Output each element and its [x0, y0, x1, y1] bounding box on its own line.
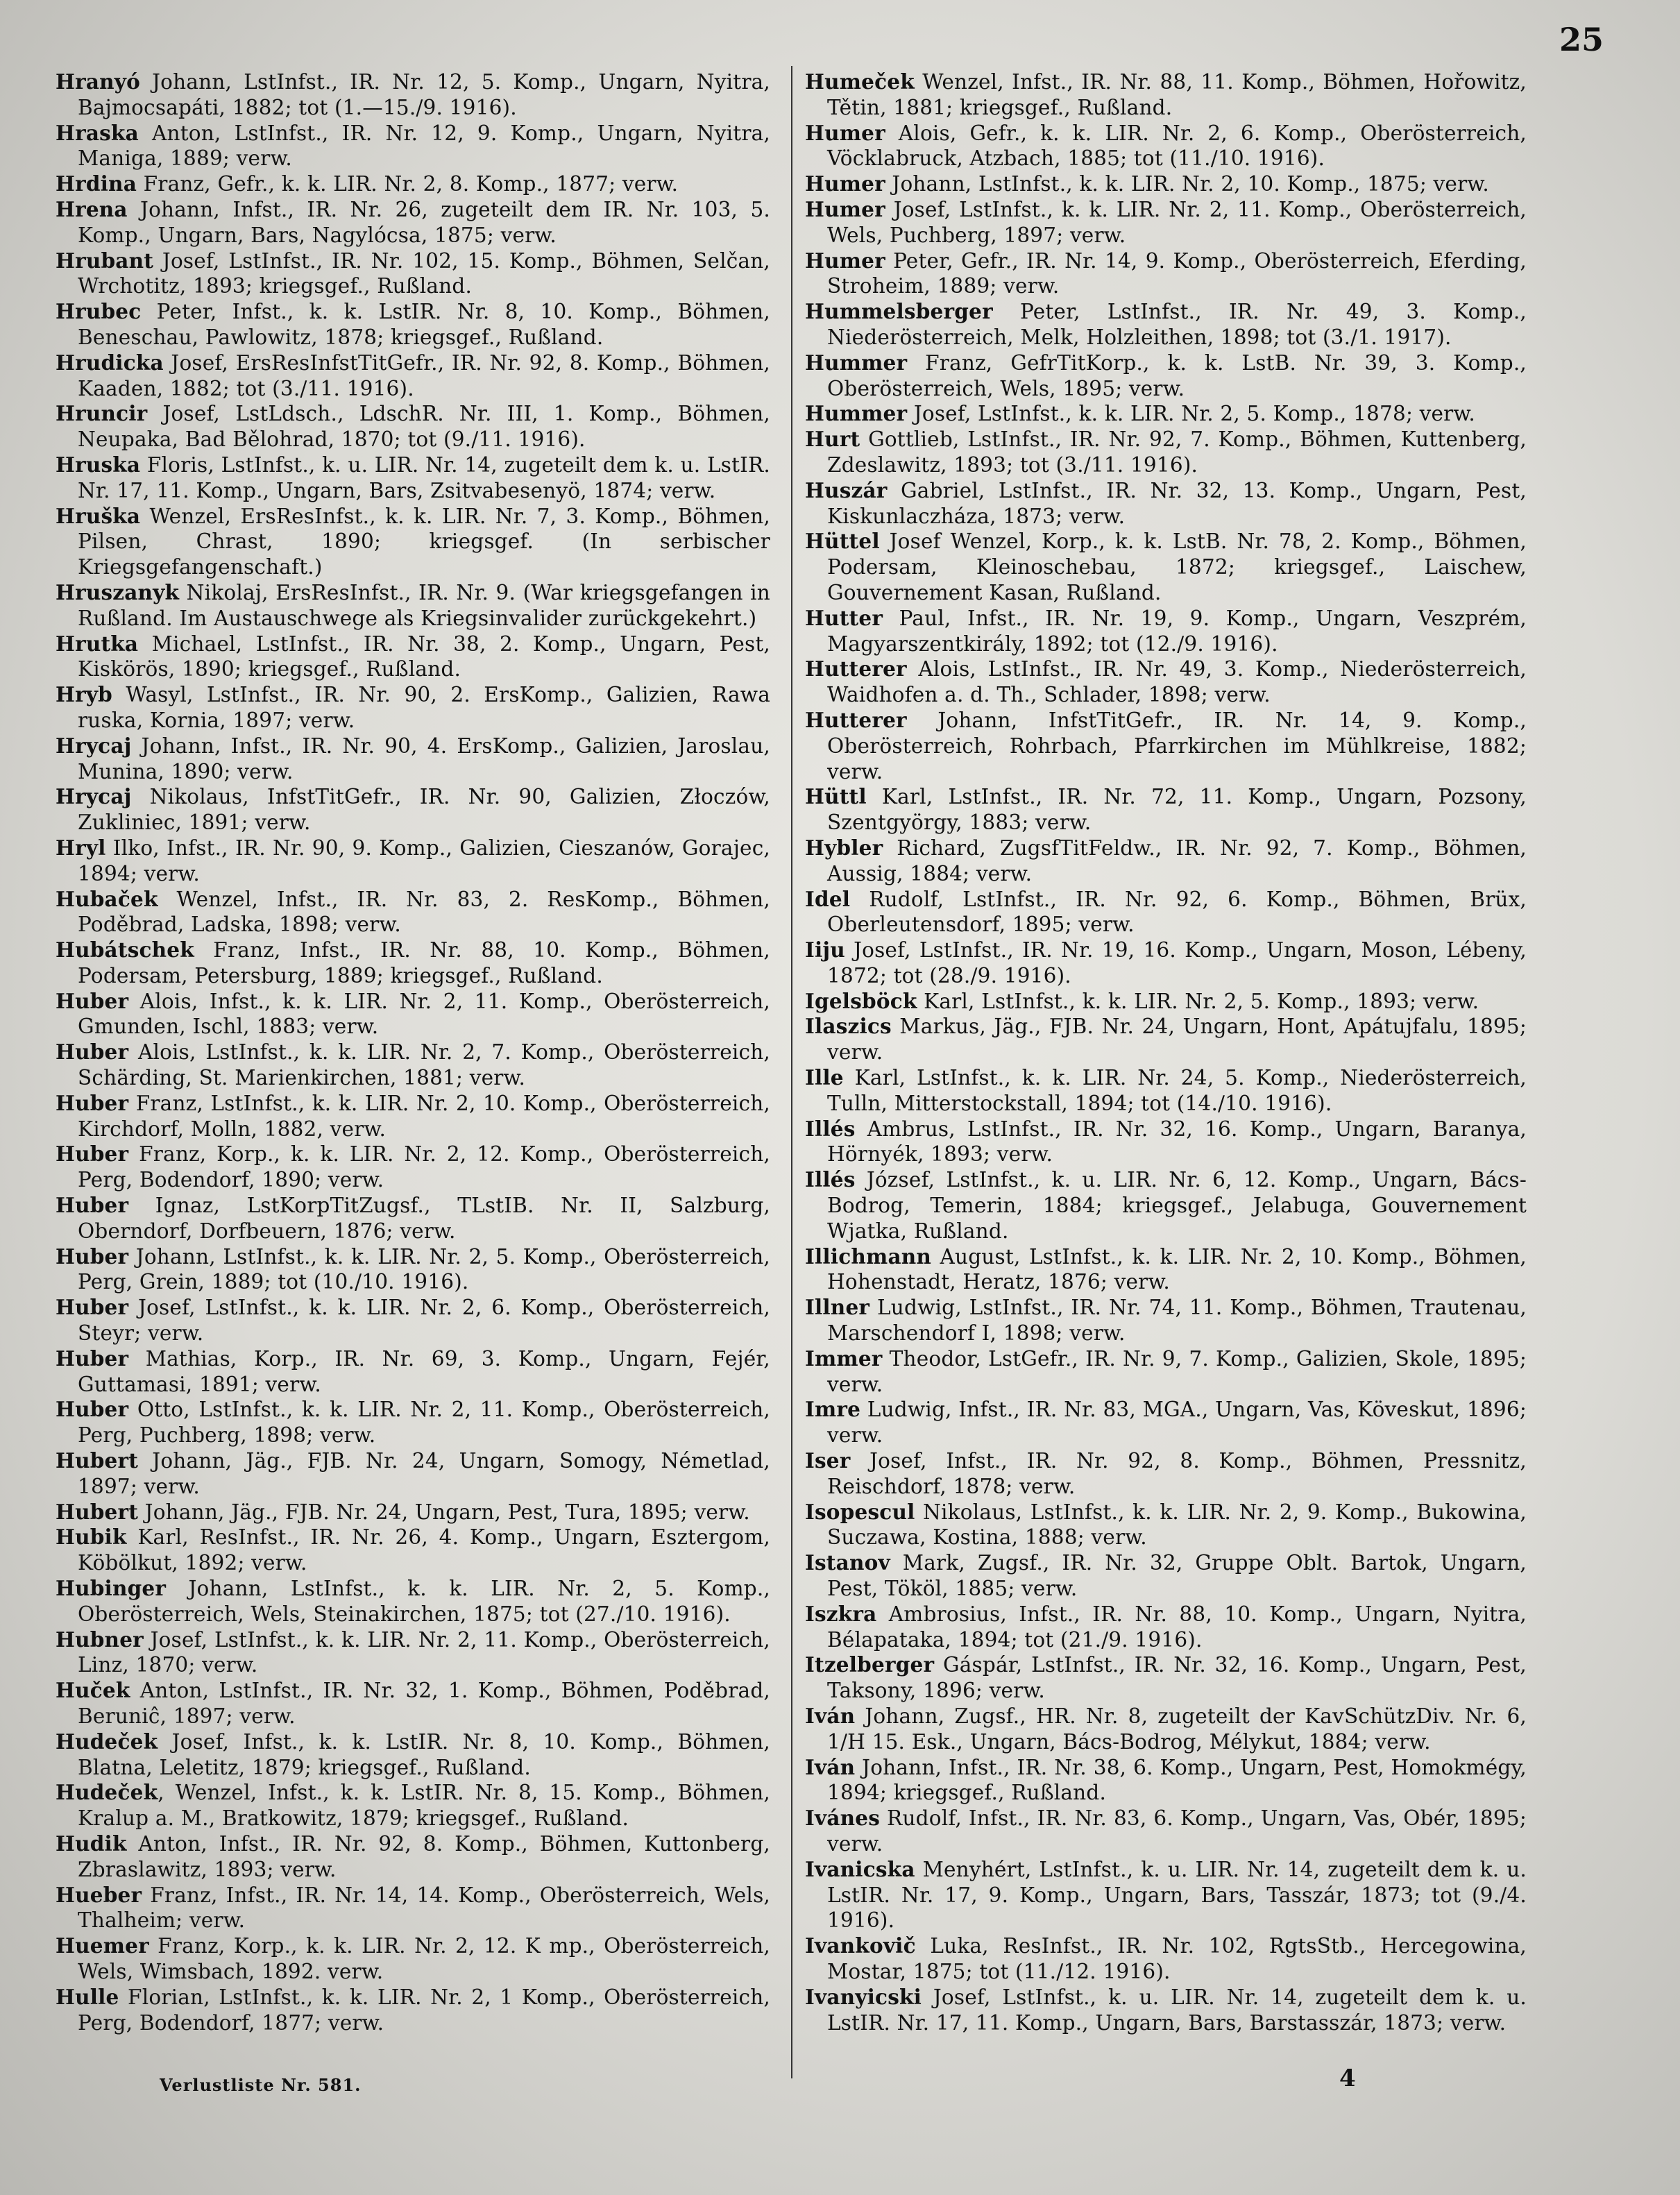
entry-surname: Hrutka [56, 631, 139, 656]
entry-details: Franz, Korp., k. k. LIR. Nr. 2, 12. K mp., Oberösterreich, Wels, Wimsbach, 1892. verw. [78, 1934, 770, 1983]
entry-details: Alois, Infst., k. k. LIR. Nr. 2, 11. Komp., Oberösterreich, Gmunden, Ischl, 1883; verw. [78, 989, 770, 1039]
casualty-entry [56, 1985, 770, 2036]
entry-details: Floris, LstInfst., k. u. LIR. Nr. 14, zugeteilt dem k. u. LstIR. Nr. 17, 11. Komp., Ungarn, Bars, Zsitvabesenyö, 1874; verw. [78, 452, 770, 502]
entry-details: Nikolaus, LstInfst., k. k. LIR. Nr. 2, 9. Komp., Bukowina, Suczawa, Kostina, 1888; verw. [827, 1500, 1527, 1550]
casualty-entry [805, 708, 1527, 784]
entry-surname: Iszkra [805, 1601, 877, 1626]
entry-surname: Hubert [56, 1448, 139, 1473]
entry-details: Rudolf, LstInfst., IR. Nr. 92, 6. Komp., Böhmen, Brüx, Oberleutensdorf, 1895; verw. [827, 887, 1527, 937]
entry-surname: Hryb [56, 682, 112, 707]
entry-surname: Ilaszics [805, 1014, 892, 1039]
entry-surname: Hummer [805, 350, 908, 375]
entry-surname: Hulle [56, 1984, 119, 2009]
entry-surname: Hrdina [56, 171, 137, 196]
entry-surname: Hrubec [56, 299, 142, 324]
entry-surname: Ivanicska [805, 1856, 915, 1881]
entry-details: Peter, Gefr., IR. Nr. 14, 9. Komp., Oberösterreich, Eferding, Stroheim, 1889; verw. [827, 248, 1527, 298]
entry-details: Franz, Gefr., k. k. LIR. Nr. 2, 8. Komp., 1877; verw. [137, 172, 679, 196]
entry-details: Franz, LstInfst., k. k. LIR. Nr. 2, 10. Komp., Oberösterreich, Kirchdorf, Molln, 1882, verw. [78, 1091, 770, 1141]
entry-details: Franz, Korp., k. k. LIR. Nr. 2, 12. Komp., Oberösterreich, Perg, Bodendorf, 1890; verw. [78, 1142, 770, 1192]
casualty-entry [56, 1040, 770, 1091]
entry-surname: Humeček [805, 69, 915, 94]
casualty-entry [805, 1167, 1527, 1244]
entry-surname: Hrena [56, 196, 128, 221]
entry-surname: Huber [56, 1397, 129, 1422]
entry-details: Johann, Infst., IR. Nr. 90, 4. ErsKomp., Galizien, Jaroslau, Munina, 1890; verw. [78, 734, 770, 783]
casualty-entry [56, 248, 770, 300]
entry-surname: Huemer [56, 1933, 149, 1958]
casualty-entry [56, 1576, 770, 1627]
entry-details: Johann, Jäg., FJB. Nr. 24, Ungarn, Pest, Tura, 1895; verw. [138, 1500, 750, 1524]
casualty-entry [805, 427, 1527, 478]
entry-surname: Hurt [805, 427, 860, 452]
entry-details: Josef, LstInfst., IR. Nr. 102, 15. Komp., Böhmen, Selčan, Wrchotitz, 1893; kriegsgef., Rußland. [78, 248, 770, 298]
entry-details: Franz, GefrTitKorp., k. k. LstB. Nr. 39, 3. Komp., Oberösterreich, Wels, 1895; verw. [827, 350, 1527, 400]
entry-surname: Hryl [56, 835, 106, 860]
casualty-entry [56, 1933, 770, 1985]
entry-details: Ambrus, LstInfst., IR. Nr. 32, 16. Komp., Ungarn, Baranya, Hörnyék, 1893; verw. [827, 1117, 1527, 1167]
entry-surname: Huber [56, 1090, 129, 1115]
casualty-entry [805, 171, 1527, 197]
entry-surname: Hubaček [56, 886, 158, 911]
entry-surname: Ivanyicski [805, 1984, 922, 2009]
entry-details: Josef, LstInfst., k. k. LIR. Nr. 2, 11. Komp., Oberösterreich, Linz, 1870; verw. [78, 1627, 770, 1677]
entry-surname: Hüttel [805, 529, 880, 554]
entry-details: Theodor, LstGefr., IR. Nr. 9, 7. Komp., Galizien, Skole, 1895; verw. [827, 1346, 1527, 1396]
entry-details: Josef, Infst., k. k. LstIR. Nr. 8, 10. Komp., Böhmen, Blatna, Leletitz, 1879; kriegsgef., Rußland. [78, 1729, 770, 1779]
casualty-entry [56, 1500, 770, 1525]
casualty-entry [56, 734, 770, 785]
casualty-entry [56, 887, 770, 938]
entry-surname: Huber [56, 1040, 129, 1065]
entry-details: Gabriel, LstInfst., IR. Nr. 32, 13. Komp., Ungarn, Pest, Kiskunlaczháza, 1873; verw. [827, 478, 1527, 528]
entry-details: Alois, LstInfst., IR. Nr. 49, 3. Komp., Niederösterreich, Waidhofen a. d. Th., Schlader, 1898; verw. [827, 657, 1527, 707]
entry-surname: Hranyó [56, 69, 140, 94]
entry-details: Nikolaus, InfstTitGefr., IR. Nr. 90, Galizien, Złoczów, Zukliniec, 1891; verw. [78, 785, 770, 835]
casualty-entry [805, 69, 1527, 121]
casualty-entry [56, 938, 770, 989]
entry-surname: Huber [56, 1244, 129, 1269]
casualty-entry [805, 1065, 1527, 1117]
entry-details: Johann, LstInfst., k. k. LIR. Nr. 2, 5. Komp., Oberösterreich, Perg, Grein, 1889; tot (10./10. 1916). [78, 1244, 770, 1294]
entry-surname: Huber [56, 1193, 129, 1218]
entry-surname: Igelsböck [805, 988, 917, 1013]
casualty-entry [805, 784, 1527, 836]
casualty-entry [56, 1729, 770, 1781]
entry-surname: Itzelberger [805, 1652, 935, 1677]
casualty-entry [805, 1397, 1527, 1448]
entry-details: Wasyl, LstInfst., IR. Nr. 90, 2. ErsKomp., Galizien, Rawa ruska, Kornia, 1897; verw. [78, 683, 770, 732]
entry-details: Otto, LstInfst., k. k. LIR. Nr. 2, 11. Komp., Oberösterreich, Perg, Puchberg, 1898; verw. [78, 1398, 770, 1448]
entry-surname: Humer [805, 196, 885, 221]
entry-details: August, LstInfst., k. k. LIR. Nr. 2, 10. Komp., Böhmen, Hohenstadt, Heratz, 1876; verw. [827, 1244, 1527, 1294]
entry-surname: Hutterer [805, 656, 907, 681]
entry-surname: Hruszanyk [56, 579, 180, 604]
entry-surname: Huber [56, 1295, 129, 1320]
entry-surname: Ivankovič [805, 1933, 916, 1958]
entry-details: Luka, ResInfst., IR. Nr. 102, RgtsStb., Hercegowina, Mostar, 1875; tot (11./12. 1916). [827, 1934, 1527, 1983]
casualty-entry [56, 1346, 770, 1398]
casualty-entry [805, 1755, 1527, 1806]
casualty-entry [56, 1397, 770, 1448]
casualty-entry [56, 1244, 770, 1296]
casualty-entry [805, 121, 1527, 172]
entry-surname: Huber [56, 1142, 129, 1167]
entry-details: Wenzel, Infst., IR. Nr. 83, 2. ResKomp., Böhmen, Poděbrad, Ladska, 1898; verw. [78, 887, 770, 937]
entry-details: Anton, LstInfst., IR. Nr. 12, 9. Komp., Ungarn, Nyitra, Maniga, 1889; verw. [78, 121, 770, 171]
entry-surname: Huber [56, 1346, 129, 1371]
casualty-entry [805, 1550, 1527, 1602]
casualty-entry [805, 1117, 1527, 1168]
entry-details: Gottlieb, LstInfst., IR. Nr. 92, 7. Komp., Böhmen, Kuttenberg, Zdeslawitz, 1893; tot (3./11. 1916). [827, 427, 1527, 477]
entry-surname: Hrycaj [56, 784, 132, 809]
casualty-entry [805, 1652, 1527, 1704]
entry-surname: Hubert [56, 1499, 139, 1524]
left-column [56, 69, 770, 2035]
entry-details: Johann, Jäg., FJB. Nr. 24, Ungarn, Somogy, Németlad, 1897; verw. [78, 1449, 770, 1498]
entry-surname: Illichmann [805, 1244, 932, 1269]
casualty-entry [56, 171, 770, 197]
entry-surname: Imre [805, 1397, 861, 1422]
entry-surname: Hubátschek [56, 938, 194, 963]
entry-surname: Hutterer [805, 707, 907, 732]
casualty-entry [56, 1448, 770, 1500]
casualty-entry [805, 1933, 1527, 1985]
entry-surname: Huček [56, 1678, 130, 1703]
entry-details: Ilko, Infst., IR. Nr. 90, 9. Komp., Galizien, Cieszanów, Gorajec, 1894; verw. [78, 836, 770, 885]
right-column [805, 69, 1527, 2035]
entry-details: Karl, ResInfst., IR. Nr. 26, 4. Komp., Ungarn, Esztergom, Köbölkut, 1892; verw. [78, 1525, 770, 1575]
entry-details: Michael, LstInfst., IR. Nr. 38, 2. Komp., Ungarn, Pest, Kiskörös, 1890; kriegsgef., Rußland. [78, 632, 770, 681]
entry-surname: Iiju [805, 938, 845, 963]
casualty-entry [56, 504, 770, 580]
entry-surname: Humer [805, 120, 885, 145]
page-number: 25 [1559, 21, 1604, 58]
entry-details: Anton, Infst., IR. Nr. 92, 8. Komp., Böhmen, Kuttonberg, Zbraslawitz, 1893; verw. [78, 1831, 770, 1881]
entry-details: Ludwig, LstInfst., IR. Nr. 74, 11. Komp., Böhmen, Trautenau, Marschendorf I, 1898; verw. [827, 1296, 1527, 1346]
entry-surname: Hüttl [805, 784, 867, 809]
casualty-entry [56, 1142, 770, 1193]
column-divider [791, 66, 792, 2078]
entry-details: Josef, Infst., IR. Nr. 92, 8. Komp., Böhmen, Pressnitz, Reischdorf, 1878; verw. [827, 1449, 1527, 1498]
entry-details: Mark, Zugsf., IR. Nr. 32, Gruppe Oblt. Bartok, Ungarn, Pest, Tököl, 1885; verw. [827, 1551, 1527, 1601]
casualty-entry [56, 784, 770, 836]
entry-details: Johann, LstInfst., IR. Nr. 12, 5. Komp., Ungarn, Nyitra, Bajmocsapáti, 1882; tot (1.—15./9. 1916). [78, 70, 770, 119]
casualty-entry [805, 1244, 1527, 1296]
entry-surname: Illés [805, 1116, 856, 1141]
footer-note: Verlustliste Nr. 581. [160, 2075, 362, 2095]
entry-details: Johann, Infst., IR. Nr. 26, zugeteilt dem IR. Nr. 103, 5. Komp., Ungarn, Bars, Nagylócsa, 1875; verw. [78, 197, 770, 247]
casualty-entry [56, 836, 770, 887]
entry-surname: Humer [805, 248, 885, 273]
entry-surname: Hrudicka [56, 350, 164, 375]
casualty-entry [56, 1678, 770, 1729]
entry-surname: Hudeček [56, 1729, 158, 1754]
entry-surname: Hueber [56, 1882, 142, 1907]
entry-surname: Idel [805, 886, 851, 911]
casualty-entry [56, 1883, 770, 1934]
entry-surname: Huszár [805, 477, 888, 502]
entry-details: Johann, Zugsf., HR. Nr. 8, zugeteilt der KavSchützDiv. Nr. 6, 1/H 15. Esk., Ungarn, Bács-Bodrog, Mélykut, 1884; verw. [827, 1704, 1527, 1754]
casualty-entry [56, 69, 770, 121]
entry-details: Peter, Infst., k. k. LstIR. Nr. 8, 10. Komp., Böhmen, Beneschau, Pawlowitz, 1878; kriegsgef., Rußland. [78, 300, 770, 349]
casualty-entry [56, 989, 770, 1040]
entry-surname: Istanov [805, 1550, 890, 1575]
casualty-entry [56, 197, 770, 248]
entry-details: Johann, LstInfst., k. k. LIR. Nr. 2, 5. Komp., Oberösterreich, Wels, Steinakirchen, 1875; tot (27./10. 1916). [78, 1577, 770, 1626]
entry-surname: Hruska [56, 452, 141, 477]
entry-details: Johann, InfstTitGefr., IR. Nr. 14, 9. Komp., Oberösterreich, Rohrbach, Pfarrkirchen im Mühlkreise, 1882; verw. [827, 708, 1527, 783]
casualty-entry [805, 887, 1527, 938]
casualty-entry [56, 1627, 770, 1679]
entry-details: Josef, LstInfst., k. k. LIR. Nr. 2, 11. Komp., Oberösterreich, Wels, Puchberg, 1897; verw. [827, 197, 1527, 247]
casualty-entry [56, 1091, 770, 1142]
entry-surname: Hruška [56, 503, 141, 528]
entry-details: Franz, Infst., IR. Nr. 88, 10. Komp., Böhmen, Podersam, Petersburg, 1889; kriegsgef., Rußland. [78, 938, 770, 988]
casualty-entry [56, 121, 770, 172]
entry-surname: Hubner [56, 1627, 144, 1652]
entry-surname: Hraska [56, 120, 139, 145]
casualty-entry [805, 1295, 1527, 1346]
casualty-entry [56, 350, 770, 402]
casualty-entry [805, 938, 1527, 989]
entry-details: Josef, LstInfst., k. u. LIR. Nr. 14, zugeteilt dem k. u. LstIR. Nr. 17, 11. Komp., Ungarn, Bars, Barstasszár, 1873; verw. [827, 1985, 1527, 2035]
entry-details: Ludwig, Infst., IR. Nr. 83, MGA., Ungarn, Vas, Köveskut, 1896; verw. [827, 1398, 1527, 1448]
casualty-entry [56, 1193, 770, 1244]
entry-details: Markus, Jäg., FJB. Nr. 24, Ungarn, Hont, Apátujfalu, 1895; verw. [827, 1015, 1527, 1065]
casualty-entry [805, 350, 1527, 402]
entry-surname: Iván [805, 1754, 856, 1779]
casualty-entry [805, 1500, 1527, 1551]
casualty-entry [805, 1985, 1527, 2036]
casualty-entry [56, 299, 770, 350]
entry-details: Josef, LstLdsch., LdschR. Nr. III, 1. Komp., Böhmen, Neupaka, Bad Bělohrad, 1870; tot (9./11. 1916). [78, 402, 770, 452]
casualty-entry [805, 197, 1527, 248]
entry-surname: Hummer [805, 401, 908, 426]
casualty-entry [805, 529, 1527, 605]
casualty-entry [805, 606, 1527, 657]
entry-details: Peter, LstInfst., IR. Nr. 49, 3. Komp., Niederösterreich, Melk, Holzleithen, 1898; tot (3./1. 1917). [827, 300, 1527, 349]
entry-surname: Hubinger [56, 1576, 167, 1601]
casualty-entry [805, 401, 1527, 427]
entry-details: Josef, LstInfst., IR. Nr. 19, 16. Komp., Ungarn, Moson, Lébeny, 1872; tot (28./9. 1916). [827, 938, 1527, 988]
entry-details: Richard, ZugsfTitFeldw., IR. Nr. 92, 7. Komp., Böhmen, Aussig, 1884; verw. [827, 836, 1527, 885]
entry-details: , Wenzel, Infst., k. k. LstIR. Nr. 8, 15. Komp., Böhmen, Kralup a. M., Bratkowitz, 1879; kriegsgef., Rußland. [78, 1781, 770, 1831]
entry-details: Paul, Infst., IR. Nr. 19, 9. Komp., Ungarn, Veszprém, Magyarszentkirály, 1892; tot (12./9. 1916). [827, 606, 1527, 656]
entry-details: Gáspár, LstInfst., IR. Nr. 32, 16. Komp., Ungarn, Pest, Taksony, 1896; verw. [827, 1653, 1527, 1703]
casualty-entry [56, 580, 770, 632]
entry-details: Franz, Infst., IR. Nr. 14, 14. Komp., Oberösterreich, Wels, Thalheim; verw. [78, 1883, 770, 1933]
entry-details: Josef, LstInfst., k. k. LIR. Nr. 2, 6. Komp., Oberösterreich, Steyr; verw. [78, 1296, 770, 1346]
entry-surname: Hruncir [56, 401, 148, 426]
entry-details: Karl, LstInfst., k. k. LIR. Nr. 2, 5. Komp., 1893; verw. [917, 989, 1479, 1013]
casualty-entry [56, 682, 770, 734]
entry-surname: Immer [805, 1346, 883, 1371]
entry-details: József, LstInfst., k. u. LIR. Nr. 6, 12. Komp., Ungarn, Bács-Bodrog, Temerin, 1884; kriegsgef., Jelabuga, Gouvernement Wjatka, Rußland. [827, 1168, 1527, 1243]
entry-surname: Hubik [56, 1525, 127, 1550]
entry-surname: Hudik [56, 1831, 127, 1856]
entry-details: Josef Wenzel, Korp., k. k. LstB. Nr. 78, 2. Komp., Böhmen, Podersam, Kleinoschebau, 1872; kriegsgef., Laischew, Gouvernement Kasan, Rußland. [827, 529, 1527, 604]
entry-surname: Hudeček [56, 1780, 158, 1805]
entry-details: Alois, Gefr., k. k. LIR. Nr. 2, 6. Komp., Oberösterreich, Vöcklabruck, Atzbach, 1885; tot (11./10. 1916). [827, 121, 1527, 171]
casualty-entry [56, 401, 770, 452]
casualty-entry [56, 1295, 770, 1346]
entry-details: Wenzel, Infst., IR. Nr. 88, 11. Komp., Böhmen, Hořowitz, Tětin, 1881; kriegsgef., Rußland. [827, 70, 1527, 119]
casualty-entry [805, 1602, 1527, 1653]
casualty-entry [56, 632, 770, 683]
casualty-entry [805, 299, 1527, 350]
casualty-entry [805, 1704, 1527, 1755]
entry-surname: Hybler [805, 835, 883, 860]
entry-surname: Isopescul [805, 1499, 915, 1524]
entry-details: Johann, LstInfst., k. k. LIR. Nr. 2, 10. Komp., 1875; verw. [885, 172, 1489, 196]
entry-details: Menyhért, LstInfst., k. u. LIR. Nr. 14, zugeteilt dem k. u. LstIR. Nr. 17, 9. Komp., Ungarn, Bars, Tasszár, 1873; tot (9./4. 1916). [827, 1857, 1527, 1933]
casualty-entry [56, 1525, 770, 1576]
casualty-entry [805, 989, 1527, 1015]
entry-details: Karl, LstInfst., k. k. LIR. Nr. 24, 5. Komp., Niederösterreich, Tulln, Mitterstockstall, 1894; tot (14./10. 1916). [827, 1066, 1527, 1115]
casualty-entry [805, 656, 1527, 708]
entry-details: Anton, LstInfst., IR. Nr. 32, 1. Komp., Böhmen, Poděbrad, Beruniĉ, 1897; verw. [78, 1679, 770, 1728]
casualty-entry [805, 1806, 1527, 1857]
entry-details: Rudolf, Infst., IR. Nr. 83, 6. Komp., Ungarn, Vas, Obér, 1895; verw. [827, 1806, 1527, 1856]
entry-surname: Iser [805, 1448, 851, 1473]
entry-surname: Hrubant [56, 248, 154, 273]
entry-surname: Huber [56, 988, 129, 1013]
entry-details: Josef, LstInfst., k. k. LIR. Nr. 2, 5. Komp., 1878; verw. [907, 402, 1476, 426]
entry-surname: Ivánes [805, 1806, 881, 1831]
sheet-number: 4 [1339, 2065, 1356, 2092]
entry-surname: Iván [805, 1704, 856, 1728]
entry-surname: Hrycaj [56, 733, 132, 758]
casualty-entry [805, 836, 1527, 887]
entry-details: Ambrosius, Infst., IR. Nr. 88, 10. Komp., Ungarn, Nyitra, Bélapataka, 1894; tot (21./9. 1916). [827, 1602, 1527, 1652]
entry-details: Wenzel, ErsResInfst., k. k. LIR. Nr. 7, 3. Komp., Böhmen, Pilsen, Chrast, 1890; kriegsgef. (In serbischer Kriegsgefangenschaft.) [78, 504, 770, 579]
entry-details: Alois, LstInfst., k. k. LIR. Nr. 2, 7. Komp., Oberösterreich, Schärding, St. Marienkirchen, 1881; verw. [78, 1040, 770, 1090]
entry-details: Ignaz, LstKorpTitZugsf., TLstIB. Nr. II, Salzburg, Oberndorf, Dorfbeuern, 1876; verw. [78, 1194, 770, 1243]
casualty-entry [805, 1448, 1527, 1500]
entry-surname: Hutter [805, 605, 883, 630]
casualty-entry [56, 1831, 770, 1883]
entry-details: Nikolaj, ErsResInfst., IR. Nr. 9. (War kriegsgefangen in Rußland. Im Austauschwege als Kriegsinvalider zurückgekehrt.) [78, 580, 770, 630]
entry-details: Karl, LstInfst., IR. Nr. 72, 11. Komp., Ungarn, Pozsony, Szentgyörgy, 1883; verw. [827, 785, 1527, 835]
entry-details: Josef, ErsResInfstTitGefr., IR. Nr. 92, 8. Komp., Böhmen, Kaaden, 1882; tot (3./11. 1916). [78, 350, 770, 400]
entry-surname: Illés [805, 1167, 856, 1192]
casualty-entry [805, 478, 1527, 529]
entry-surname: Hummelsberger [805, 299, 993, 324]
casualty-entry [805, 1857, 1527, 1933]
entry-details: Johann, Infst., IR. Nr. 38, 6. Komp., Ungarn, Pest, Homokmégy, 1894; kriegsgef., Rußland. [827, 1755, 1527, 1805]
casualty-entry [805, 248, 1527, 300]
casualty-entry [805, 1014, 1527, 1065]
entry-surname: Humer [805, 171, 885, 196]
entry-details: Mathias, Korp., IR. Nr. 69, 3. Komp., Ungarn, Fejér, Guttamasi, 1891; verw. [78, 1346, 770, 1396]
casualty-entry [805, 1346, 1527, 1398]
entry-details: Florian, LstInfst., k. k. LIR. Nr. 2, 1 Komp., Oberösterreich, Perg, Bodendorf, 1877; verw. [78, 1985, 770, 2035]
entry-surname: Ille [805, 1065, 844, 1090]
casualty-entry [56, 1780, 770, 1831]
entry-surname: Illner [805, 1295, 870, 1320]
casualty-entry [56, 452, 770, 504]
